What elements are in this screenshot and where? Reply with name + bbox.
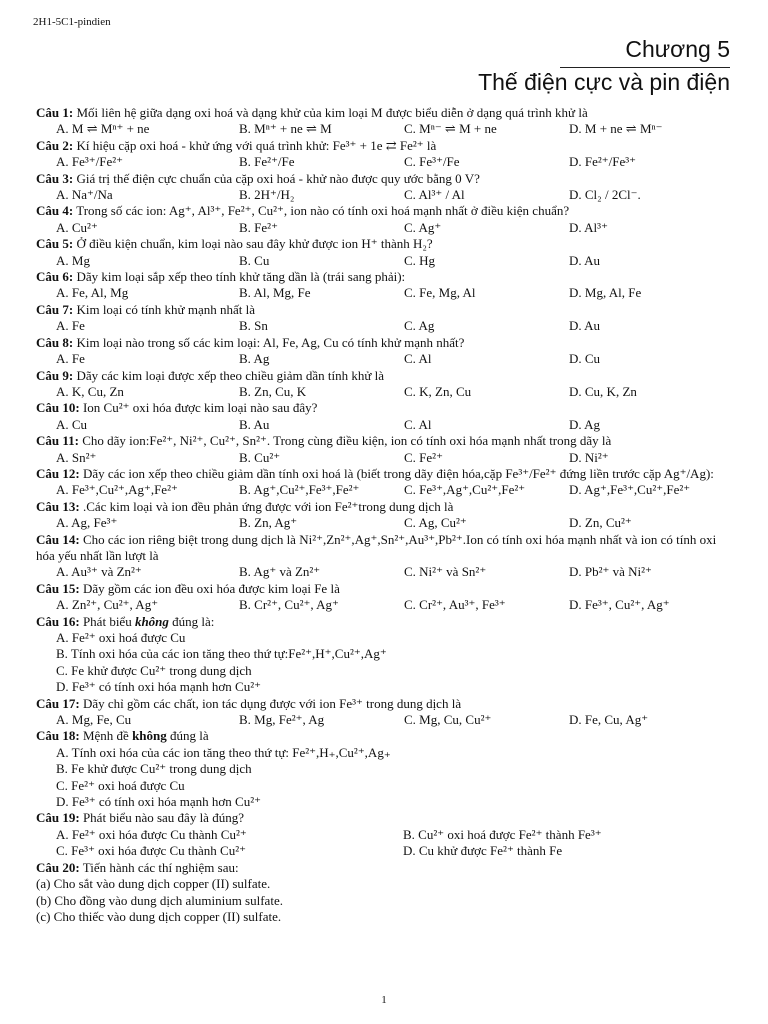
option-a: A. Fe [56,318,85,334]
option-b: B. Fe²⁺/Fe [239,154,295,170]
option-c: C. Al [404,351,432,367]
question-number: Câu 8: [36,334,74,350]
question-12 [36,466,736,499]
option-d: D. Fe³⁺ có tính oxi hóa mạnh hơn Cu²⁺ [56,679,261,695]
option-c: C. Ni²⁺ và Sn²⁺ [404,564,487,580]
question-number: Câu 13: [36,498,80,514]
option-c: C. Mⁿ⁻ ⇌ M + ne [404,121,497,137]
option-a: A. Mg [56,252,90,268]
option-b: B. Tính oxi hóa của các ion tăng theo thứ tự:Fe²⁺,H⁺,Cu²⁺,Ag⁺ [56,646,387,662]
option-d: D. Ag [569,416,601,432]
option-b: B. Mⁿ⁺ + ne ⇌ M [239,121,332,137]
question-number: Câu 18: [36,728,80,744]
option-d: D. Ni²⁺ [569,449,609,465]
question-number: Câu 15: [36,580,80,596]
question-text: Kim loại nào trong số các kim loại: Al, Fe, Ag, Cu có tính khử mạnh nhất? [76,334,465,350]
option-c: C. Fe³⁺ oxi hóa được Cu thành Cu²⁺ [56,843,246,859]
option-c: C. Al³⁺ / Al [404,187,465,203]
option-b: B. Cu [239,252,270,268]
option-c: C. Hg [404,252,436,268]
option-d: D. Cl₂ / 2Cl⁻. [569,187,641,203]
option-a: A. Tính oxi hóa của các ion tăng theo thứ tự: Fe²⁺,H₊,Cu²⁺,Ag₊ [56,744,391,760]
question-8 [36,335,736,368]
option-a: A. Fe, Al, Mg [56,285,129,301]
option-c: C. Fe, Mg, Al [404,285,476,301]
question-15 [36,581,736,614]
question-text: đúng là [166,728,209,744]
question-emphasis: không [134,613,169,629]
option-d: D. Au [569,252,601,268]
question-2 [36,138,736,171]
option-c: C. Fe²⁺ oxi hoá được Cu [56,777,185,793]
question-number: Câu 3: [36,170,74,186]
experiment-a: (a) Cho sắt vào dung dịch copper (II) sulfate. [36,876,271,892]
option-a: A. M ⇌ Mⁿ⁺ + ne [56,121,150,137]
option-d: D. Al³⁺ [569,219,608,235]
question-text: Trong số các ion: Ag⁺, Al³⁺, Fe²⁺, Cu²⁺, ion nào có tính oxi hoá mạnh nhất ở điều kiện chuẩn? [76,203,570,219]
option-d: D. Mg, Al, Fe [569,285,642,301]
question-10 [36,400,736,433]
option-a: A. Cu²⁺ [56,219,98,235]
question-text: Giá trị thế điện cực chuẩn của cặp oxi hoá - khử nào được quy ước bằng 0 V? [76,170,480,186]
question-text: Kí hiệu cặp oxi hoá - khử ứng với quá trình khử: Fe³⁺ + 1e ⇄ Fe²⁺ là [76,137,437,153]
option-d: D. Fe, Cu, Ag⁺ [569,712,649,728]
option-c: C. Fe²⁺ [404,449,443,465]
question-number: Câu 5: [36,236,74,252]
question-text: Dãy gồm các ion đều oxi hóa được kim loại Fe là [82,580,340,596]
question-number: Câu 12: [36,465,80,481]
question-16 [36,614,736,696]
question-emphasis: không [132,728,167,744]
option-a: A. Fe²⁺ oxi hoá được Cu [56,630,186,645]
option-d: D. Pb²⁺ và Ni²⁺ [569,564,652,580]
question-number: Câu 17: [36,695,80,711]
option-c: C. Mg, Cu, Cu²⁺ [404,712,492,728]
option-c: C. Ag, Cu²⁺ [404,515,467,531]
option-b: B. Ag⁺ và Zn²⁺ [239,564,321,580]
question-text: Phát biểu [82,613,135,629]
question-9 [36,368,736,401]
question-18 [36,728,736,810]
chapter-heading: Chương 5 [625,36,730,62]
option-a: A. Zn²⁺, Cu²⁺, Ag⁺ [56,597,159,613]
option-a: A. Cu [56,416,88,432]
option-c: C. Al [404,416,432,432]
question-text: Phát biểu nào sau đây là đúng? [82,810,244,826]
chapter-title: Thế điện cực và pin điện [478,69,730,95]
question-5 [36,236,736,269]
question-text: Dãy các kim loại được xếp theo chiều giảm dần tính khử là [76,367,385,383]
option-d: D. M + ne ⇌ Mⁿ⁻ [569,121,663,137]
option-d: D. Zn, Cu²⁺ [569,515,632,531]
option-b: B. Zn, Cu, K [239,383,307,399]
option-b: B. Fe²⁺ [239,219,278,235]
question-number: Câu 16: [36,613,80,629]
question-number: Câu 14: [36,531,80,547]
option-c: C. K, Zn, Cu [404,383,472,399]
heading-divider [560,67,730,68]
question-19 [36,810,736,859]
option-b: B. Mg, Fe²⁺, Ag [239,712,325,728]
page-number: 1 [381,994,387,1006]
option-b: B. Cu²⁺ oxi hoá được Fe²⁺ thành Fe³⁺ [403,826,602,842]
question-number: Câu 6: [36,269,74,285]
option-a: A. Au³⁺ và Zn²⁺ [56,564,142,580]
question-14 [36,532,736,581]
option-b: B. Zn, Ag⁺ [239,515,298,531]
question-7 [36,302,736,335]
option-c: C. Fe khử được Cu²⁺ trong dung dịch [56,662,252,678]
question-text: Dãy các ion xếp theo chiều giảm dần tính oxi hoá là (biết trong dãy điện hóa,cặp Fe³⁺/Fe²⁺ đứng liền trước cặp Ag⁺/Ag): [82,465,714,481]
option-a: A. Fe²⁺ oxi hóa được Cu thành Cu²⁺ [56,826,247,842]
option-d: D. Fe³⁺, Cu²⁺, Ag⁺ [569,597,670,613]
question-number: Câu 4: [36,203,74,219]
option-c: C. Ag⁺ [404,219,442,235]
question-text: .Các kim loại và ion đều phản ứng được với ion Fe²⁺trong dung dịch là [82,498,454,514]
question-text: Mệnh đề [82,728,133,744]
question-text: đúng là: [168,613,215,629]
option-c: C. Fe³⁺,Ag⁺,Cu²⁺,Fe²⁺ [404,482,526,498]
option-d: D. Ag⁺,Fe³⁺,Cu²⁺,Fe²⁺ [569,482,691,498]
question-3 [36,171,736,204]
question-number: Câu 1: [36,105,74,120]
option-b: B. 2H⁺/H₂ [239,187,295,203]
option-b: B. Ag [239,351,270,367]
question-text: Ion Cu²⁺ oxi hóa được kim loại nào sau đây? [82,400,318,416]
option-a: A. Ag, Fe³⁺ [56,515,118,531]
question-number: Câu 11: [36,433,79,449]
experiment-c: (c) Cho thiếc vào dung dịch copper (II) sulfate. [36,908,282,924]
option-a: A. Fe [56,351,85,367]
question-text: Cho các ion riêng biệt trong dung dịch là Ni²⁺,Zn²⁺,Ag⁺,Sn²⁺,Au³⁺,Pb²⁺.Ion có tính oxi hóa mạnh nhất và ion có tính oxi hóa yếu nhất lần lượt là [36,531,717,563]
option-d: D. Fe³⁺ có tính oxi hóa mạnh hơn Cu²⁺ [56,794,261,810]
question-number: Câu 10: [36,400,80,416]
option-d: D. Cu [569,351,601,367]
question-text: Dãy kim loại sắp xếp theo tính khử tăng dần là (trái sang phải): [76,269,406,285]
document-code: 2H1-5C1-pindien [33,16,111,28]
option-a: A. Sn²⁺ [56,449,97,465]
option-c: C. Cr²⁺, Au³⁺, Fe³⁺ [404,597,506,613]
option-d: D. Fe²⁺/Fe³⁺ [569,154,637,170]
question-text: Ở điều kiện chuẩn, kim loại nào sau đây khử được ion H⁺ thành H₂? [76,236,433,252]
option-b: B. Cr²⁺, Cu²⁺, Ag⁺ [239,597,339,613]
option-a: A. K, Cu, Zn [56,383,124,399]
option-d: D. Au [569,318,601,334]
question-number: Câu 2: [36,137,74,153]
question-number: Câu 20: [36,859,80,875]
question-text: Tiến hành các thí nghiệm sau: [82,859,239,875]
option-c: C. Ag [404,318,435,334]
option-a: A. Mg, Fe, Cu [56,712,132,728]
question-6 [36,269,736,302]
option-a: A. Na⁺/Na [56,187,113,203]
option-b: B. Sn [239,318,268,334]
question-text: Kim loại có tính khử mạnh nhất là [76,301,255,317]
question-number: Câu 7: [36,301,74,317]
option-d: D. Cu, K, Zn [569,383,637,399]
question-list [36,105,736,925]
question-1 [36,105,736,138]
option-b: B. Al, Mg, Fe [239,285,311,301]
question-17 [36,696,736,729]
experiment-b: (b) Cho đồng vào dung dịch aluminium sulfate. [36,892,283,908]
question-text: Mối liên hệ giữa dạng oxi hoá và dạng khử của kim loại M được biểu diễn ở dạng quá trình khử là [76,105,588,120]
question-4 [36,203,736,236]
option-b: B. Cu²⁺ [239,449,281,465]
option-b: B. Au [239,416,270,432]
question-13 [36,499,736,532]
question-text: Dãy chỉ gồm các chất, ion tác dụng được với ion Fe³⁺ trong dung dịch là [82,695,462,711]
option-b: B. Ag⁺,Cu²⁺,Fe³⁺,Fe²⁺ [239,482,360,498]
option-a: A. Fe³⁺,Cu²⁺,Ag⁺,Fe²⁺ [56,482,178,498]
question-20 [36,860,736,926]
option-c: C. Fe³⁺/Fe [404,154,460,170]
question-number: Câu 19: [36,810,80,826]
option-a: A. Fe³⁺/Fe²⁺ [56,154,124,170]
question-number: Câu 9: [36,367,74,383]
question-text: Cho dãy ion:Fe²⁺, Ni²⁺, Cu²⁺, Sn²⁺. Trong cùng điều kiện, ion có tính oxi hóa mạnh nhất trong dãy là [82,433,612,449]
option-d: D. Cu khử được Fe²⁺ thành Fe [403,843,563,859]
question-11 [36,433,736,466]
option-b: B. Fe khử được Cu²⁺ trong dung dịch [56,761,252,777]
